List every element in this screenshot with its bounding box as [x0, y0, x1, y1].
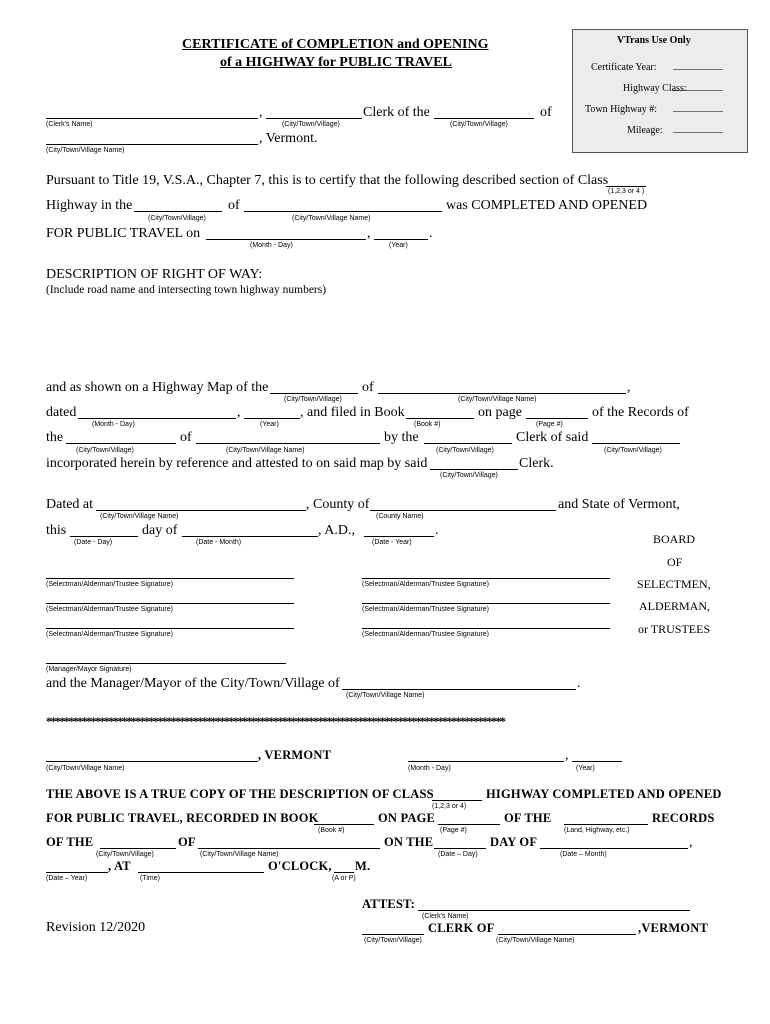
highway-ctv-field[interactable] [134, 211, 222, 212]
clerk-of-the-ctv-field[interactable] [434, 118, 534, 119]
signature-hint: (Selectman/Alderman/Trustee Signature) [46, 581, 173, 588]
copy-ctv-name-field[interactable] [198, 848, 380, 849]
of-the-caps-text: OF THE [504, 811, 552, 825]
book-hint: (Book #) [414, 421, 441, 428]
on-page-caps-text: ON PAGE [378, 811, 436, 825]
clerk-name-hint: (Clerk's Name) [46, 121, 93, 128]
of-text: of [228, 198, 240, 213]
date-day-hint: (Date - Day) [74, 539, 113, 546]
ctv-hint: (City/Town/Village) [604, 447, 662, 454]
copy-class-field[interactable] [432, 800, 482, 801]
of-text: of [540, 105, 552, 120]
clerk-of-said-text: Clerk of said [516, 430, 589, 445]
map-year-field[interactable] [244, 418, 300, 419]
comma: , [259, 105, 263, 120]
dated-text: dated [46, 405, 77, 420]
manager-signature-field[interactable] [46, 663, 286, 664]
records-ctv-name-field[interactable] [196, 443, 380, 444]
county-of-text: , County of [306, 497, 370, 512]
land-highway-hint: (Land, Highway, etc.) [564, 827, 630, 834]
of-records-text: of the Records of [592, 405, 689, 420]
copy-ctv-field-2[interactable] [100, 848, 176, 849]
map-ctv-name-field[interactable] [378, 393, 626, 394]
copy-date-day-field[interactable] [434, 848, 486, 849]
copy-am-pm-field[interactable] [334, 872, 354, 873]
signature-hint: (Selectman/Alderman/Trustee Signature) [362, 581, 489, 588]
comma: , [689, 835, 693, 850]
clerk-of-caps-text: CLERK OF [428, 921, 495, 935]
comma: , [367, 226, 371, 241]
ctv-name-hint: (City/Town/Village Name) [46, 765, 125, 772]
board-line-1: BOARD [653, 532, 696, 546]
copy-ctv-field[interactable] [46, 761, 258, 762]
mileage-field[interactable]: __________ [673, 123, 723, 134]
attest-ctv-field[interactable] [430, 469, 518, 470]
date-month-hint: (Date – Month) [560, 851, 607, 858]
ctv-hint: (City/Town/Village) [436, 447, 494, 454]
ctv-hint: (City/Town/Village) [440, 472, 498, 479]
town-highway-label: Town Highway #: [585, 104, 658, 115]
ad-text: , A.D., [318, 523, 355, 538]
signature-hint: (Selectman/Alderman/Trustee Signature) [362, 606, 489, 613]
month-day-hint: (Month - Day) [408, 765, 451, 772]
completed-opened-text: was COMPLETED AND OPENED [446, 198, 648, 213]
board-line-5: or TRUSTEES [638, 622, 711, 636]
ctv-hint: (City/Town/Village) [282, 121, 340, 128]
ctv-hint: (City/Town/Village) [76, 447, 134, 454]
town-highway-field[interactable]: __________ [673, 102, 723, 113]
revision-text: Revision 12/2020 [46, 920, 146, 935]
month-day-hint: (Month - Day) [92, 421, 135, 428]
star-divider: ******************************************************************************************************* [46, 714, 505, 728]
date-month-hint: (Date - Month) [196, 539, 242, 546]
copy-land-highway-field[interactable] [564, 824, 648, 825]
records-ctv-field[interactable] [66, 443, 176, 444]
clerk-of-the-text: Clerk of the [363, 105, 430, 120]
board-line-3: SELECTMEN, [637, 577, 711, 591]
date-day-hint: (Date – Day) [438, 851, 478, 858]
class-hint: (1,2,3 or 4) [432, 803, 467, 810]
m-dot-text: M. [355, 859, 371, 873]
highway-class-field[interactable]: __________ [673, 81, 723, 92]
class-field[interactable] [606, 186, 646, 187]
recorded-in-book-text: FOR PUBLIC TRAVEL, RECORDED IN BOOK [46, 811, 319, 825]
signature-hint: (Selectman/Alderman/Trustee Signature) [46, 631, 173, 638]
date-year-field[interactable] [364, 536, 434, 537]
ctv-name-hint: (City/Town/Village Name) [292, 215, 371, 222]
copy-time-field[interactable] [138, 872, 264, 873]
highway-completed-text: HIGHWAY COMPLETED AND OPENED [486, 787, 722, 801]
day-of-text: day of [142, 523, 178, 538]
month-day-hint: (Month - Day) [250, 242, 293, 249]
clerk-ctv-field[interactable] [266, 118, 362, 119]
for-public-travel-text: FOR PUBLIC TRAVEL on [46, 226, 201, 241]
ctv-hint: (City/Town/Village) [364, 937, 422, 944]
copy-page-field[interactable] [438, 824, 500, 825]
opened-year-field[interactable] [374, 239, 428, 240]
vermont-text: , Vermont. [259, 131, 318, 146]
date-month-field[interactable] [182, 536, 318, 537]
signature-field-6[interactable] [362, 628, 610, 629]
signature-field-5[interactable] [46, 628, 294, 629]
by-the-text: by the [384, 430, 419, 445]
ctv-name-hint: (City/Town/Village Name) [346, 692, 425, 699]
ctv-hint: (City/Town/Village) [148, 215, 206, 222]
ctv-hint: (City/Town/Village) [284, 396, 342, 403]
copy-year-field[interactable] [572, 761, 622, 762]
opened-month-day-field[interactable] [206, 239, 366, 240]
board-line-2: OF [667, 555, 683, 569]
ctv-name-hint: (City/Town/Village Name) [226, 447, 305, 454]
ctv-name-hint: (City/Town/Village Name) [100, 513, 179, 520]
page-hint: (Page #) [536, 421, 563, 428]
dated-at-field[interactable] [96, 510, 306, 511]
attest-ctv-name-field[interactable] [498, 934, 636, 935]
map-ctv-field[interactable] [270, 393, 358, 394]
attest-text: ATTEST: [362, 897, 416, 911]
attest-clerk-name-field[interactable] [418, 910, 690, 911]
signature-field-1[interactable] [46, 578, 294, 579]
at-caps-text: , AT [108, 859, 131, 873]
manager-signature-hint: (Manager/Mayor Signature) [46, 666, 132, 673]
signature-field-2[interactable] [362, 578, 610, 579]
of-text: of [362, 380, 374, 395]
page-field[interactable] [526, 418, 588, 419]
of-the-caps-text: OF THE [46, 835, 94, 849]
ctv-name-hint: (City/Town/Village Name) [458, 396, 537, 403]
attest-ctv-field[interactable] [362, 934, 424, 935]
signature-field-3[interactable] [46, 603, 294, 604]
dated-at-text: Dated at [46, 497, 94, 512]
board-line-4: ALDERMAN, [639, 599, 710, 613]
form-title: CERTIFICATE of COMPLETION and OPENING [182, 37, 489, 52]
class-hint: (1,2,3 or 4 ) [608, 188, 645, 195]
of-caps-text: OF [178, 835, 196, 849]
ctv-hint: (City/Town/Village) [96, 851, 154, 858]
day-of-caps-text: DAY OF [490, 835, 538, 849]
vermont-end-text: ,VERMONT [638, 921, 709, 935]
map-dated-field[interactable] [78, 418, 236, 419]
ctv-hint: (City/Town/Village) [450, 121, 508, 128]
said-ctv-field[interactable] [592, 443, 680, 444]
period: . [429, 226, 433, 241]
signature-hint: (Selectman/Alderman/Trustee Signature) [362, 631, 489, 638]
time-hint: (Time) [140, 875, 160, 882]
year-hint: (Year) [389, 242, 408, 249]
and-manager-text: and the Manager/Mayor of the City/Town/Village of [46, 676, 340, 691]
vermont-town-field[interactable] [46, 144, 258, 145]
this-text: this [46, 523, 67, 538]
manager-ctv-field[interactable] [342, 689, 576, 690]
the-text: the [46, 430, 64, 445]
oclock-text: O'CLOCK, [268, 859, 332, 873]
highway-class-label: Highway Class: [623, 83, 687, 94]
date-day-field[interactable] [70, 536, 138, 537]
copy-date-year-field[interactable] [46, 872, 108, 873]
period: . [435, 523, 439, 538]
signature-hint: (Selectman/Alderman/Trustee Signature) [46, 606, 173, 613]
form-subtitle: of a HIGHWAY for PUBLIC TRAVEL [220, 55, 452, 70]
mileage-label: Mileage: [627, 125, 663, 136]
a-or-p-hint: (A or P) [332, 875, 356, 882]
ctv-name-hint: (City/Town/Village Name) [200, 851, 279, 858]
period: . [577, 676, 581, 691]
date-year-hint: (Date - Year) [372, 539, 412, 546]
clerks-name-hint: (Clerk's Name) [422, 913, 469, 920]
comma: , [627, 380, 631, 395]
book-field[interactable] [406, 418, 474, 419]
date-year-hint: (Date – Year) [46, 875, 88, 882]
vtrans-use-only-box [572, 29, 748, 153]
copy-book-field[interactable] [314, 824, 374, 825]
ctv-name-hint: (City/Town/Village Name) [496, 937, 575, 944]
pursuant-text: Pursuant to Title 19, V.S.A., Chapter 7, this is to certify that the following described section of Class [46, 173, 609, 188]
vtrans-heading: VTrans Use Only [617, 35, 691, 46]
year-hint: (Year) [260, 421, 279, 428]
clerk-name-field[interactable] [46, 118, 258, 119]
highway-in-the-text: Highway in the [46, 198, 133, 213]
book-hint: (Book #) [318, 827, 345, 834]
certificate-year-field[interactable]: __________ [673, 60, 723, 71]
copy-date-month-field[interactable] [540, 848, 688, 849]
signature-field-4[interactable] [362, 603, 610, 604]
incorporated-text: incorporated herein by reference and attested to on said map by said [46, 456, 428, 471]
on-the-caps-text: ON THE [384, 835, 434, 849]
true-copy-text: THE ABOVE IS A TRUE COPY OF THE DESCRIPTION OF CLASS [46, 787, 434, 801]
description-heading: DESCRIPTION OF RIGHT OF WAY: [46, 267, 263, 282]
certificate-year-label: Certificate Year: [591, 62, 657, 73]
ctv-name-hint: (City/Town/Village Name) [46, 147, 125, 154]
filed-in-book-text: , and filed in Book [300, 405, 405, 420]
county-name-hint: (County Name) [376, 513, 424, 520]
state-vermont-text: and State of Vermont, [558, 497, 680, 512]
comma: , [565, 748, 569, 763]
of-text: of [180, 430, 192, 445]
copy-month-day-field[interactable] [408, 761, 564, 762]
records-caps-text: RECORDS [652, 811, 715, 825]
page-hint: (Page #) [440, 827, 467, 834]
description-note: (Include road name and intersecting town highway numbers) [46, 284, 327, 296]
year-hint: (Year) [576, 765, 595, 772]
vermont-bold-text: , VERMONT [258, 748, 332, 762]
county-field[interactable] [370, 510, 556, 511]
as-shown-text: and as shown on a Highway Map of the [46, 380, 269, 395]
clerk-ctv-field-2[interactable] [424, 443, 512, 444]
highway-ctv-name-field[interactable] [244, 211, 442, 212]
comma: , [237, 405, 241, 420]
on-page-text: on page [478, 405, 522, 420]
description-area[interactable] [46, 302, 686, 372]
clerk-dot-text: Clerk. [519, 456, 554, 471]
